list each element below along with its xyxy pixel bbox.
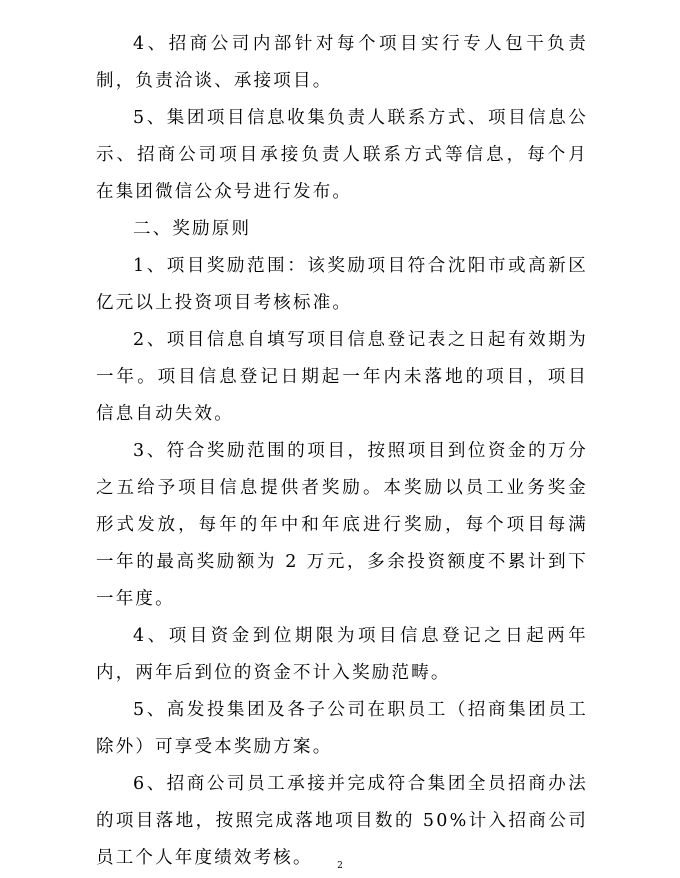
paragraph-reward-scope: 1、项目奖励范围：该奖励项目符合沈阳市或高新区亿元以上投资项目考核标准。	[96, 256, 588, 313]
paragraph-item-5-publication: 5、集团项目信息收集负责人联系方式、项目信息公示、招商公司项目承接负责人联系方式等信息，每个月在集团微信公众号进行发布。	[96, 108, 588, 202]
paragraph-eligible-staff: 5、高发投集团及各子公司在职员工（招商集团员工除外）可享受本奖励方案。	[96, 700, 588, 757]
paragraph-reward-amount: 3、符合奖励范围的项目，按照项目到位资金的万分之五给予项目信息提供者奖励。本奖励以员工业务奖金形式发放，每年的年中和年底进行奖励，每个项目每满一年的最高奖励额为 2 万元，多余投资额度不累计到下一年度。	[96, 441, 588, 609]
paragraph-funding-deadline: 4、项目资金到位期限为项目信息登记之日起两年内，两年后到位的资金不计入奖励范畴。	[96, 626, 588, 683]
section-heading-reward-principles: 二、奖励原则	[133, 219, 252, 239]
body-text	[96, 26, 588, 877]
page-number: 2	[337, 861, 343, 871]
paragraph-item-4-responsibility: 4、招商公司内部针对每个项目实行专人包干负责制，负责洽谈、承接项目。	[96, 34, 588, 91]
paragraph-validity-period: 2、项目信息自填写项目信息登记表之日起有效期为一年。项目信息登记日期起一年内未落地的项目，项目信息自动失效。	[96, 330, 588, 424]
paragraph-performance-assessment: 6、招商公司员工承接并完成符合集团全员招商办法的项目落地，按照完成落地项目数的 50%计入招商公司员工个人年度绩效考核。	[96, 774, 588, 868]
